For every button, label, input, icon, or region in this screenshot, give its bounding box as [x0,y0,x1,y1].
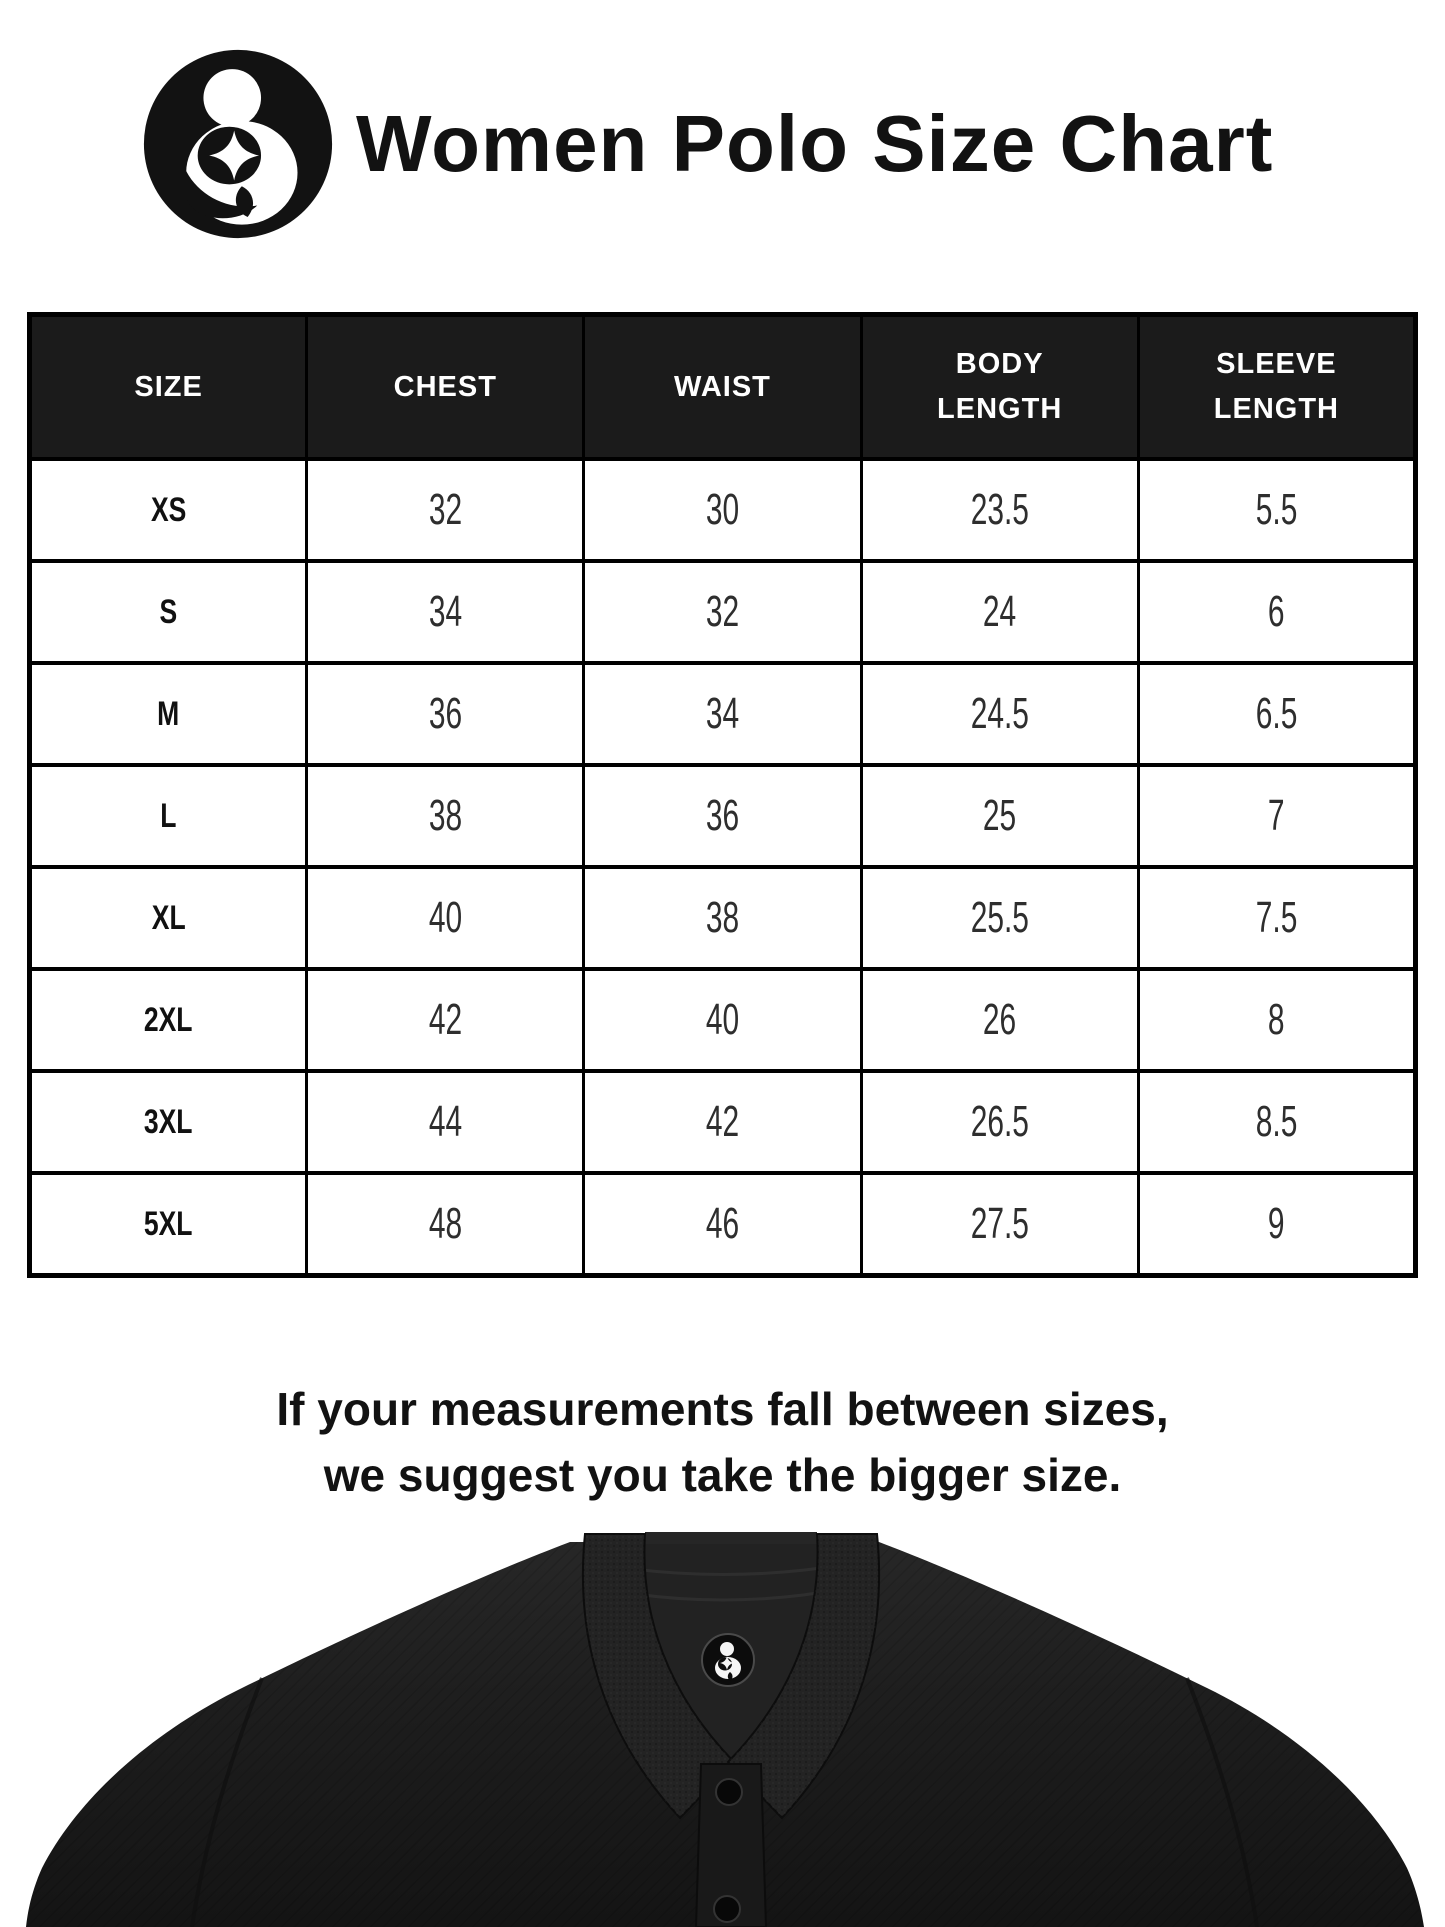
size-table [27,312,1418,1278]
size-label: 3XL [30,1071,307,1173]
sleeve-length-value: 5.5 [1138,459,1415,561]
chest-value: 34 [307,561,584,663]
chest-value: 40 [307,867,584,969]
table-row-s [30,561,1416,663]
chest-value: 32 [307,459,584,561]
polo-shirt-photo [0,1520,1445,1927]
size-label: S [30,561,307,663]
col-header-waist: WAIST [584,315,861,460]
body-length-value: 24.5 [861,663,1138,765]
size-label: 5XL [30,1173,307,1276]
body-length-value: 25 [861,765,1138,867]
size-label: 2XL [30,969,307,1071]
brand-header [142,48,1273,240]
body-length-value: 25.5 [861,867,1138,969]
brand-logo-patch [702,1634,754,1686]
chest-value: 42 [307,969,584,1071]
waist-value: 36 [584,765,861,867]
table-row-m [30,663,1416,765]
button-bottom [714,1896,740,1922]
sleeve-length-value: 8.5 [1138,1071,1415,1173]
chest-value: 38 [307,765,584,867]
chest-value: 44 [307,1071,584,1173]
waist-value: 40 [584,969,861,1071]
sleeve-length-value: 7 [1138,765,1415,867]
size-label: M [30,663,307,765]
body-length-value: 26 [861,969,1138,1071]
sizing-note-line1: If your measurements fall between sizes, [276,1383,1169,1435]
table-row-2xl [30,969,1416,1071]
body-length-value: 27.5 [861,1173,1138,1276]
waist-value: 32 [584,561,861,663]
table-row-l [30,765,1416,867]
body-length-value: 23.5 [861,459,1138,561]
header-row [30,315,1416,460]
col-header-chest: CHEST [307,315,584,460]
sleeve-length-value: 8 [1138,969,1415,1071]
body-length-value: 26.5 [861,1071,1138,1173]
body-length-value: 24 [861,561,1138,663]
table-row-5xl [30,1173,1416,1276]
sizing-note-line2: we suggest you take the bigger size. [323,1449,1122,1501]
polo-shirt-illustration [0,1520,1445,1927]
waist-value: 34 [584,663,861,765]
size-label: XL [30,867,307,969]
waist-value: 38 [584,867,861,969]
col-header-body-length: BODY LENGTH [861,315,1138,460]
col-header-size: SIZE [30,315,307,460]
sleeve-length-value: 7.5 [1138,867,1415,969]
button-top [716,1779,742,1805]
table-row-xl [30,867,1416,969]
col-header-sleeve-length: SLEEVE LENGTH [1138,315,1415,460]
brand-logo-icon [142,48,334,240]
collar-ridge [645,1532,817,1544]
table-row-3xl [30,1071,1416,1173]
waist-value: 42 [584,1071,861,1173]
table-row-xs [30,459,1416,561]
size-label: XS [30,459,307,561]
waist-value: 30 [584,459,861,561]
sleeve-length-value: 6 [1138,561,1415,663]
size-table-header [30,315,1416,460]
chest-value: 48 [307,1173,584,1276]
chest-value: 36 [307,663,584,765]
sleeve-length-value: 6.5 [1138,663,1415,765]
sizing-note [0,1376,1445,1508]
size-label: L [30,765,307,867]
sleeve-length-value: 9 [1138,1173,1415,1276]
waist-value: 46 [584,1173,861,1276]
page-title: Women Polo Size Chart [356,99,1274,188]
